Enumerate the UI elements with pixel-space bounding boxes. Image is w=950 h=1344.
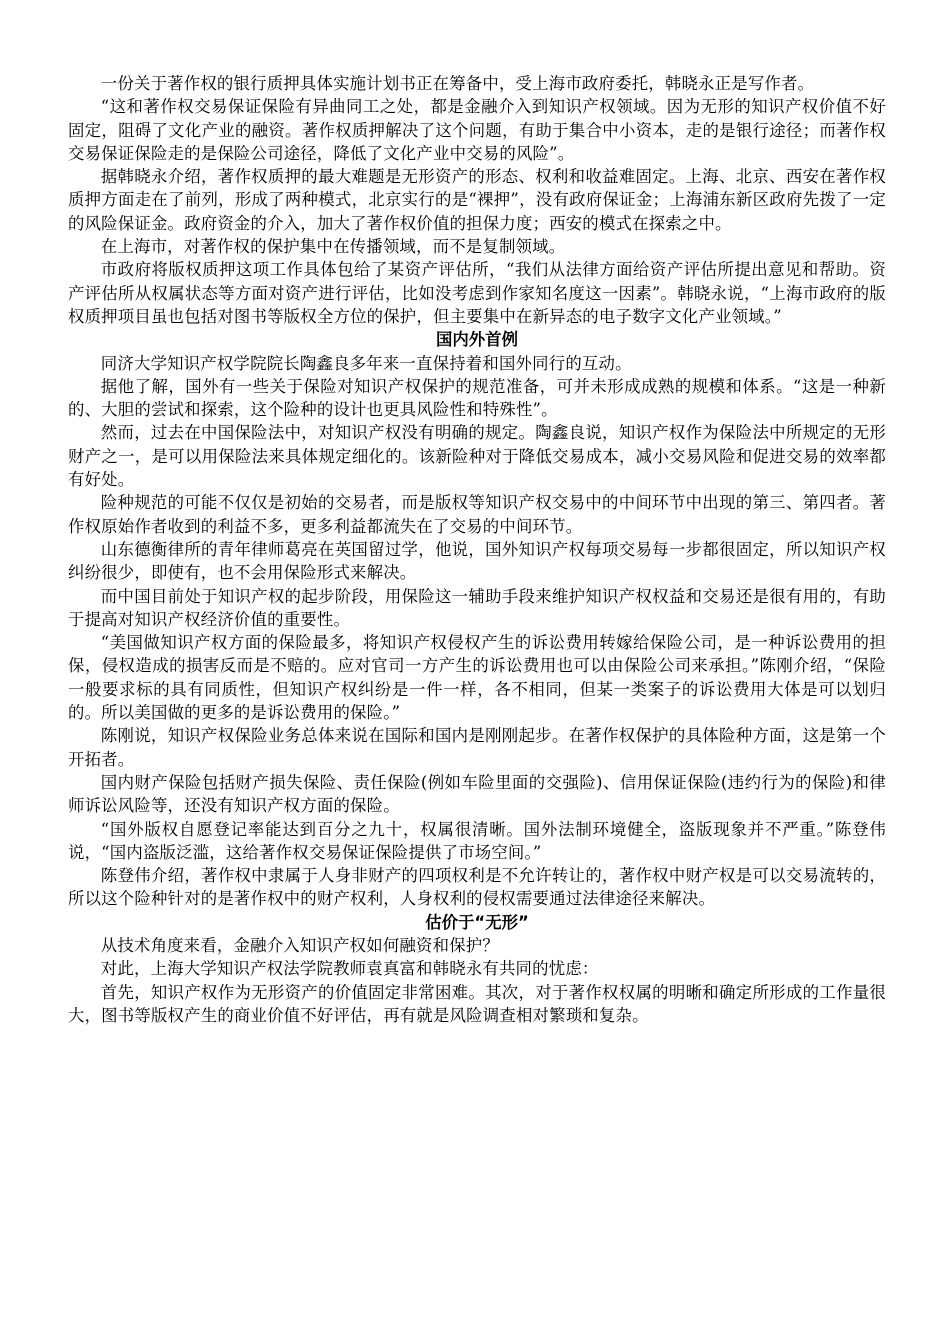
paragraph: 据韩晓永介绍，著作权质押的最大难题是无形资产的形态、权利和收益难固定。上海、北京、西安在著作权质押方面走在了前列，形成了两种模式，北京实行的是“裸押”，没有政府保证金；上海浦东新区政府先拨了一定的风险保证金。政府资金的介入，加大了著作权价值的担保力度；西安的模式在探索之中。	[68, 167, 886, 233]
paragraph: 陈登伟介绍，著作权中隶属于人身非财产的四项权利是不允许转让的，著作权中财产权是可以交易流转的，所以这个险种针对的是著作权中的财产权利，人身权利的侵权需要通过法律途径来解决。	[68, 866, 886, 909]
paragraph: 山东德衡律所的青年律师葛亮在英国留过学，他说，国外知识产权每项交易每一步都很固定，所以知识产权纠纷很少，即使有，也不会用保险形式来解决。	[68, 539, 886, 583]
paragraph: 在上海市，对著作权的保护集中在传播领域，而不是复制领域。	[100, 237, 566, 257]
paragraph: “这和著作权交易保证保险有异曲同工之处，都是金融介入到知识产权领域。因为无形的知识产权价值不好固定，阻碍了文化产业的融资。著作权质押解决了这个问题，有助于集合中小资本，走的是银行途径；而著作权交易保证保险走的是保险公司途径，降低了文化产业中交易的风险”。	[68, 97, 886, 163]
paragraph: 市政府将版权质押这项工作具体包给了某资产评估所，“我们从法律方面给资产评估所提出意见和帮助。资产评估所从权属状态等方面对资产进行评估，比如没考虑到作家知名度这一因素”。韩晓永说，“上海市政府的版权质押项目虽也包括对图书等版权全方位的保护，但主要集中在新异态的电子数字文化产业领域。”	[68, 260, 886, 326]
paragraph: 而中国目前处于知识产权的起步阶段，用保险这一辅助手段来维护知识产权权益和交易还是很有用的，有助于提高对知识产权经济价值的重要性。	[68, 586, 886, 629]
paragraph: 据他了解，国外有一些关于保险对知识产权保护的规范准备，可并未形成成熟的规模和体系。“这是一种新的、大胆的尝试和探索，这个险种的设计也更具风险性和特殊性”。	[68, 376, 886, 420]
paragraph: 国内财产保险包括财产损失保险、责任保险(例如车险里面的交强险)、信用保证保险(违约行为的保险)和律师诉讼风险等，还没有知识产权方面的保险。	[68, 772, 886, 816]
paragraph: 险种规范的可能不仅仅是初始的交易者，而是版权等知识产权交易中的中间环节中出现的第三、第四者。著作权原始作者收到的利益不多，更多利益都流失在了交易的中间环节。	[68, 493, 886, 536]
paragraph: “国外版权自愿登记率能达到百分之九十，权属很清晰。国外法制环境健全，盗版现象并不严重。”陈登伟说，“国内盗版泛滥，这给著作权交易保证保险提供了市场空间。”	[68, 819, 886, 862]
section-heading: 国内外首例	[436, 330, 518, 350]
document-page	[68, 72, 886, 1027]
paragraph: 首先，知识产权作为无形资产的价值固定非常困难。其次，对于著作权权属的明晰和确定所形成的工作量很大，图书等版权产生的商业价值不好评估，再有就是风险调查相对繁琐和复杂。	[68, 982, 886, 1025]
paragraph: 然而，过去在中国保险法中，对知识产权没有明确的规定。陶鑫良说，知识产权作为保险法中所规定的无形财产之一，是可以用保险法来具体规定细化的。该新险种对于降低交易成本，减小交易风险和促进交易的效率都有好处。	[68, 423, 886, 490]
paragraph: “美国做知识产权方面的保险最多，将知识产权侵权产生的诉讼费用转嫁给保险公司，是一种诉讼费用的担保，侵权造成的损害反而是不赔的。应对官司一方产生的诉讼费用也可以由保险公司来承担。”陈刚介绍，“保险一般要求标的具有同质性，但知识产权纠纷是一件一样，各不相同，但某一类案子的诉讼费用大体是可以划归的。所以美国做的更多的是诉讼费用的保险。”	[68, 633, 886, 723]
paragraph: 一份关于著作权的银行质押具体实施计划书正在筹备中，受上海市政府委托，韩晓永正是写作者。	[100, 74, 815, 93]
section-heading: 估价于“无形”	[425, 912, 529, 932]
paragraph: 同济大学知识产权学院院长陶鑫良多年来一直保持着和国外同行的互动。	[100, 353, 632, 373]
paragraph: 陈刚说，知识产权保险业务总体来说在国际和国内是刚刚起步。在著作权保护的具体险种方面，这是第一个开拓者。	[68, 726, 886, 769]
paragraph: 对此，上海大学知识产权法学院教师袁真富和韩晓永有共同的忧虑：	[100, 959, 599, 979]
paragraph: 从技术角度来看，金融介入知识产权如何融资和保护？	[100, 935, 499, 955]
